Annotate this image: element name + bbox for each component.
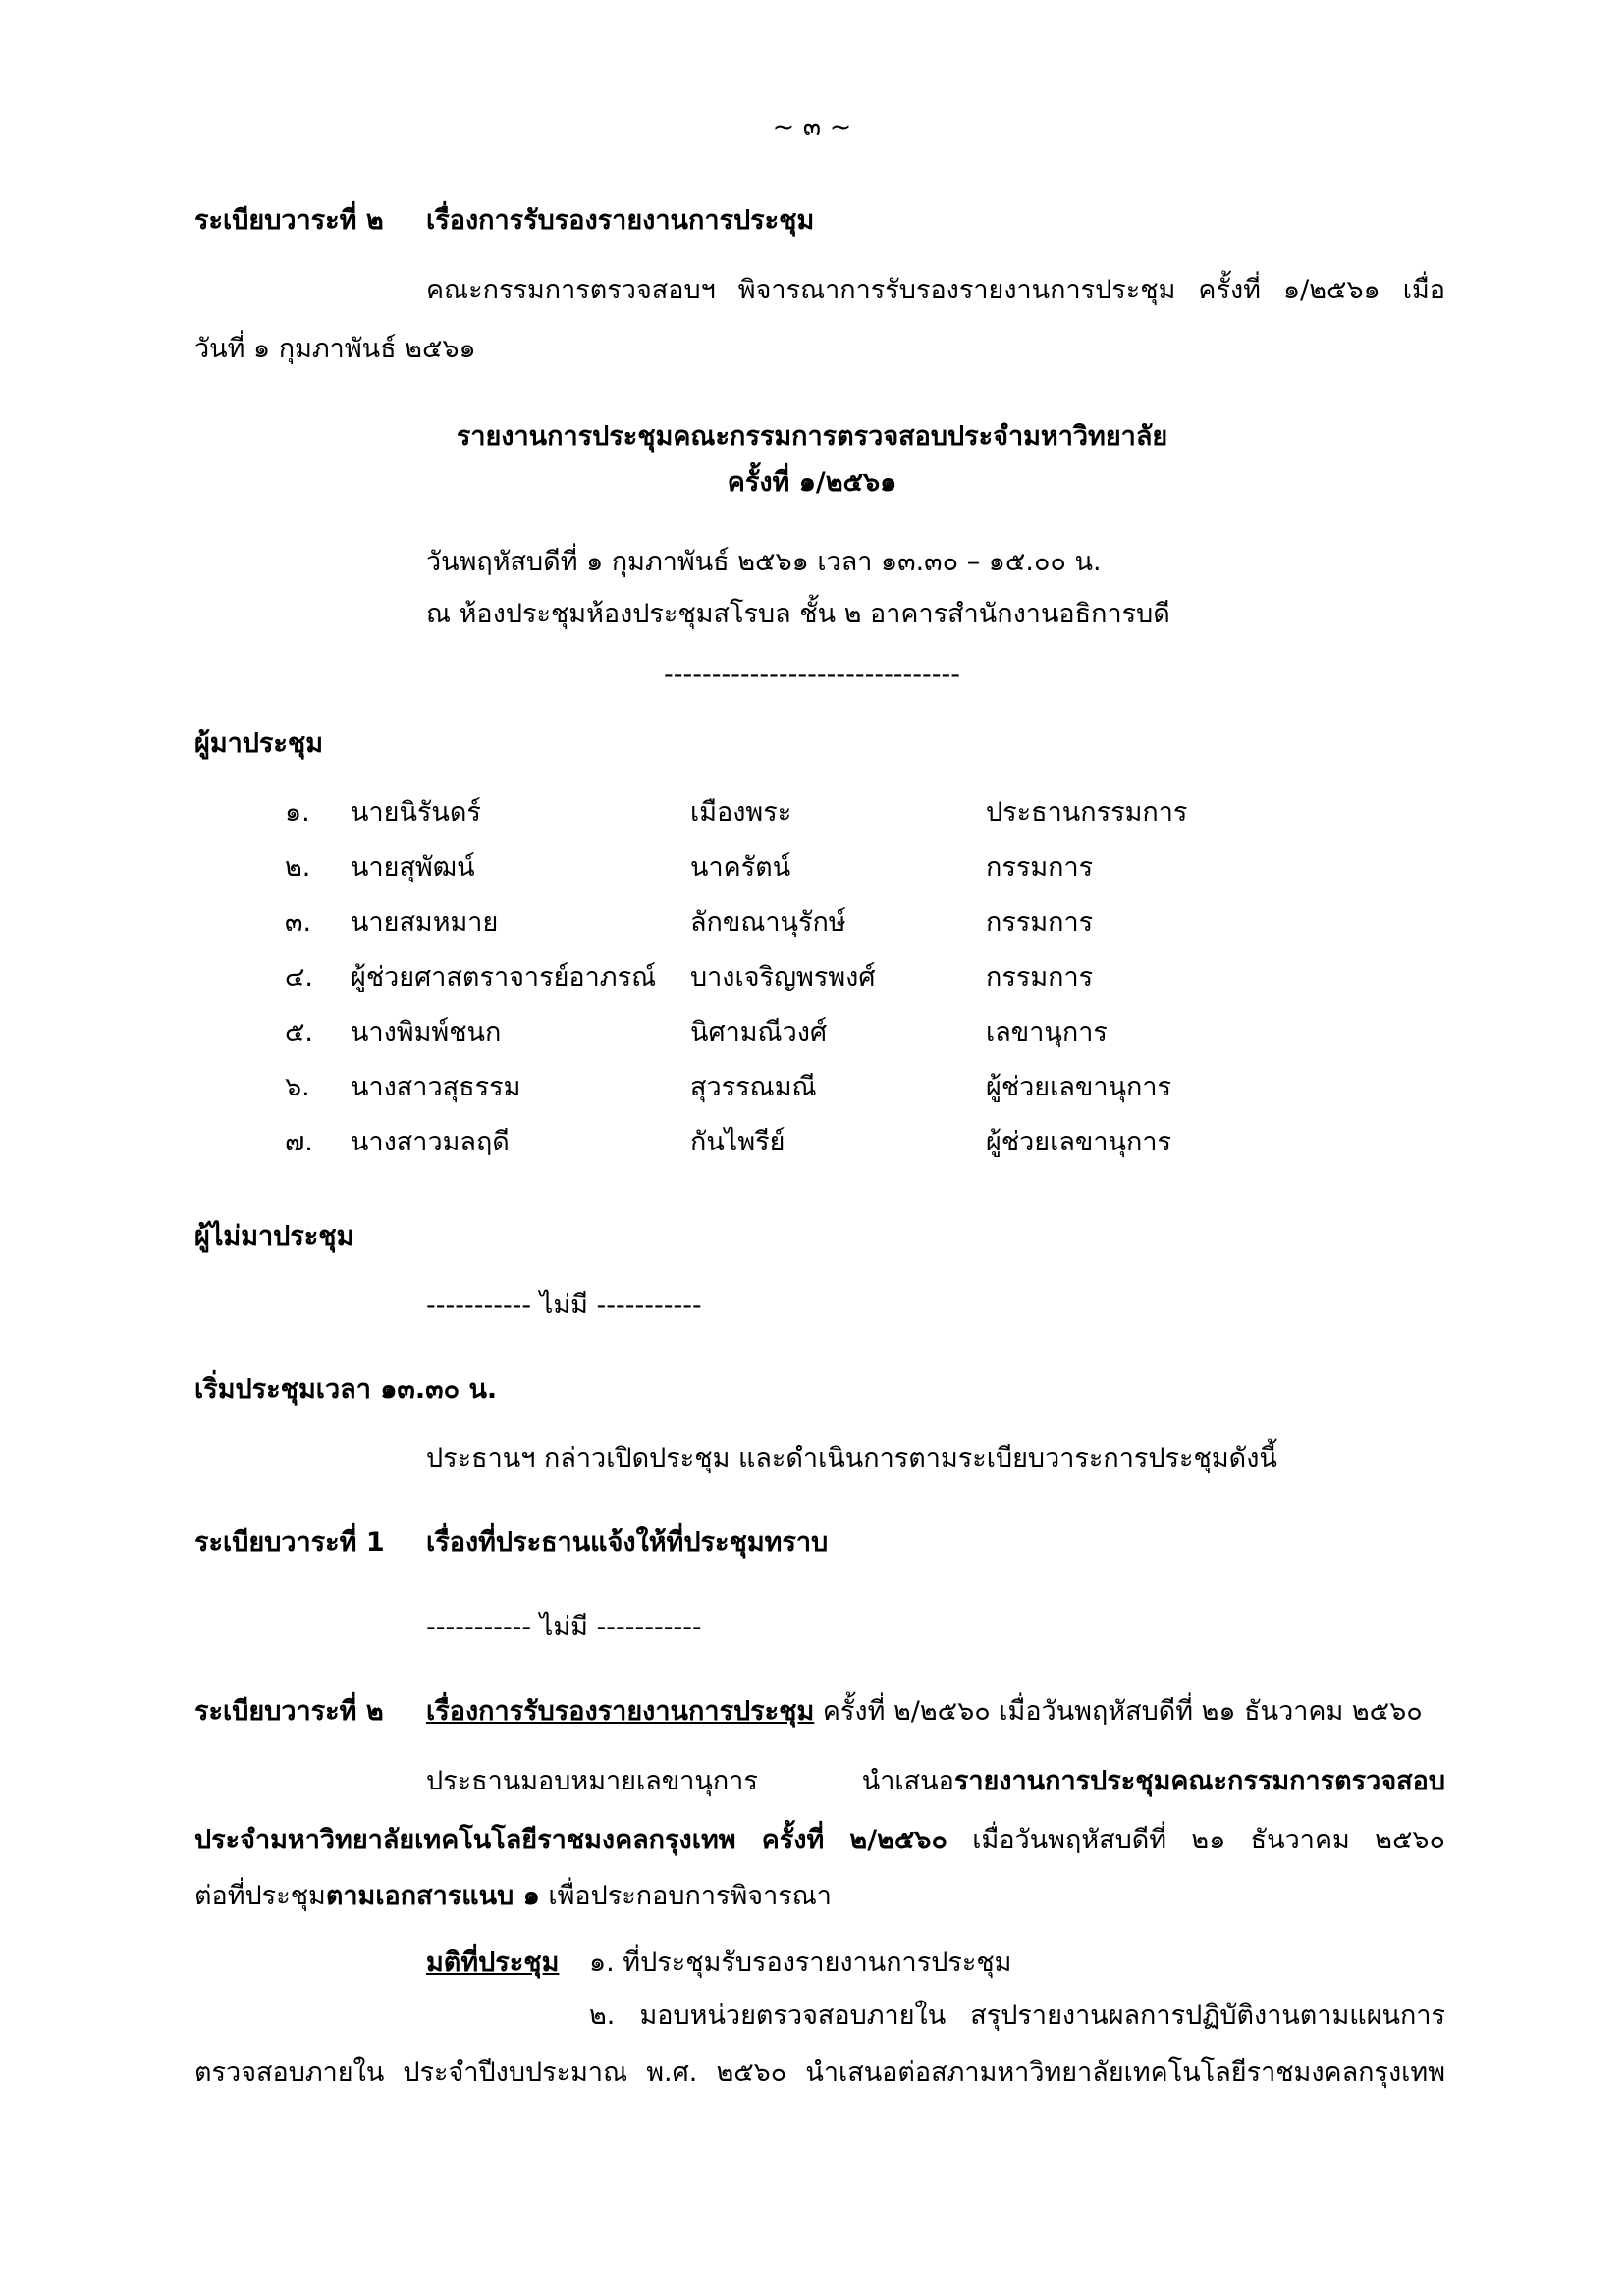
agenda1-none: ----------- ไม่มี -----------	[426, 1612, 702, 1642]
attendee-number: ๒.	[285, 852, 311, 882]
agenda2-p2-bold: ประจำมหาวิทยาลัยเทคโนโลยีราชมงคลกรุงเทพ ครั้งที่ ๒/๒๕๖๐	[194, 1825, 947, 1855]
attendee-row	[0, 958, 1624, 1005]
attendee-role: ประธานกรรมการ	[986, 797, 1188, 828]
attendee-name: นางสาวสุธรรม	[351, 1072, 521, 1102]
attendee-role: กรรมการ	[986, 962, 1094, 992]
agenda2-top-body-line1: คณะกรรมการตรวจสอบฯ พิจารณาการรับรองรายงานการประชุม ครั้งที่ ๑/๒๕๖๑ เมื่อ	[426, 275, 1445, 305]
attendees-heading: ผู้มาประชุม	[194, 728, 324, 759]
attendee-row	[0, 793, 1624, 840]
resolution-item-1: ๑. ที่ประชุมรับรองรายงานการประชุม	[589, 1948, 1012, 1978]
attendee-role: กรรมการ	[986, 852, 1094, 882]
attendee-number: ๓.	[285, 907, 312, 937]
agenda2-top-label: ระเบียบวาระที่ ๒	[194, 205, 384, 236]
resolution-item-2-line2: ตรวจสอบภายใน ประจำปีงบประมาณ พ.ศ. ๒๕๖๐ นำเสนอต่อสภามหาวิทยาลัยเทคโนโลยีราชมงคลกรุงเทพ	[194, 2057, 1445, 2088]
agenda2-label: ระเบียบวาระที่ ๒	[194, 1696, 384, 1727]
meeting-start-body: ประธานฯ กล่าวเปิดประชุม และดำเนินการตามระเบียบวาระการประชุมดังนี้	[426, 1443, 1277, 1473]
agenda2-paragraph-line1	[426, 1762, 1445, 1801]
attendee-row	[0, 903, 1624, 950]
report-datetime: วันพฤหัสบดีที่ ๑ กุมภาพันธ์ ๒๕๖๑ เวลา ๑๓.๓๐ – ๑๕.๐๐ น.	[426, 547, 1102, 577]
attendee-name: นายสุพัฒน์	[351, 852, 475, 882]
meeting-start-heading: เริ่มประชุมเวลา ๑๓.๓๐ น.	[194, 1374, 498, 1405]
attendee-number: ๔.	[285, 962, 314, 992]
attendee-name: นายนิรันดร์	[351, 797, 481, 828]
attendee-role: กรรมการ	[986, 907, 1094, 937]
agenda2-p3-bold: ตามเอกสารแนบ ๑	[325, 1881, 540, 1911]
agenda1-label: ระเบียบวาระที่ 1	[194, 1527, 385, 1558]
agenda2-title-line	[426, 1692, 1423, 1732]
attendee-row	[0, 1123, 1624, 1170]
report-subtitle: ครั้งที่ ๑/๒๕๖๑	[727, 467, 897, 498]
attendee-surname: บางเจริญพรพงศ์	[690, 962, 876, 992]
report-title: รายงานการประชุมคณะกรรมการตรวจสอบประจำมหาวิทยาลัย	[456, 421, 1168, 452]
agenda1-title: เรื่องที่ประธานแจ้งให้ที่ประชุมทราบ	[426, 1527, 829, 1558]
resolution-item-2-line1: ๒. มอบหน่วยตรวจสอบภายใน สรุปรายงานผลการปฏิบัติงานตามแผนการ	[589, 2001, 1445, 2031]
attendee-name: นางพิมพ์ชนก	[351, 1017, 502, 1047]
attendee-number: ๖.	[285, 1072, 310, 1102]
agenda2-top-body-line2: วันที่ ๑ กุมภาพันธ์ ๒๕๖๑	[194, 334, 476, 364]
attendee-surname: สุวรรณมณี	[690, 1072, 817, 1102]
attendee-role: เลขานุการ	[986, 1017, 1108, 1047]
agenda2-paragraph-line3	[194, 1877, 832, 1916]
attendee-role: ผู้ช่วยเลขานุการ	[986, 1072, 1171, 1102]
attendee-surname: ลักขณานุรักษ์	[690, 907, 846, 937]
agenda2-top-title: เรื่องการรับรองรายงานการประชุม	[426, 205, 815, 236]
absentees-none: ----------- ไม่มี -----------	[426, 1290, 702, 1320]
absentees-heading: ผู้ไม่มาประชุม	[194, 1221, 354, 1252]
agenda2-p1-text: ประธานมอบหมายเลขานุการ นำเสนอ	[426, 1766, 954, 1796]
agenda2-title: เรื่องการรับรองรายงานการประชุม	[426, 1696, 815, 1727]
attendee-row	[0, 848, 1624, 895]
attendee-surname: นาครัตน์	[690, 852, 791, 882]
attendee-surname: เมืองพระ	[690, 797, 792, 828]
attendee-number: ๗.	[285, 1127, 313, 1157]
attendee-number: ๑.	[285, 797, 310, 828]
attendee-number: ๕.	[285, 1017, 314, 1047]
attendee-name: นายสมหมาย	[351, 907, 499, 937]
agenda2-p2-text: เมื่อวันพฤหัสบดีที่ ๒๑ ธันวาคม ๒๕๖๐	[947, 1825, 1445, 1855]
attendee-row	[0, 1013, 1624, 1060]
agenda2-paragraph-line2	[194, 1821, 1445, 1860]
report-separator: -------------------------------	[663, 660, 961, 690]
agenda2-p1-bold: รายงานการประชุมคณะกรรมการตรวจสอบ	[953, 1766, 1445, 1796]
attendee-surname: กันไพรีย์	[690, 1127, 785, 1157]
attendee-role: ผู้ช่วยเลขานุการ	[986, 1127, 1171, 1157]
attendee-name: นางสาวมลฤดี	[351, 1127, 510, 1157]
resolution-label: มติที่ประชุม	[426, 1948, 560, 1978]
attendee-row	[0, 1068, 1624, 1115]
attendee-name: ผู้ช่วยศาสตราจารย์อาภรณ์	[351, 962, 657, 992]
report-venue: ณ ห้องประชุมห้องประชุมสโรบล ชั้น ๒ อาคารสำนักงานอธิการบดี	[426, 599, 1170, 629]
page-number: ~ ๓ ~	[772, 112, 852, 142]
attendee-surname: นิศามณีวงศ์	[690, 1017, 828, 1047]
agenda2-p3-text: ต่อที่ประชุม	[194, 1881, 326, 1911]
agenda2-p3-rest: เพื่อประกอบการพิจารณา	[539, 1881, 832, 1911]
agenda2-title-rest: ครั้งที่ ๒/๒๕๖๐ เมื่อวันพฤหัสบดีที่ ๒๑ ธันวาคม ๒๕๖๐	[814, 1696, 1423, 1727]
